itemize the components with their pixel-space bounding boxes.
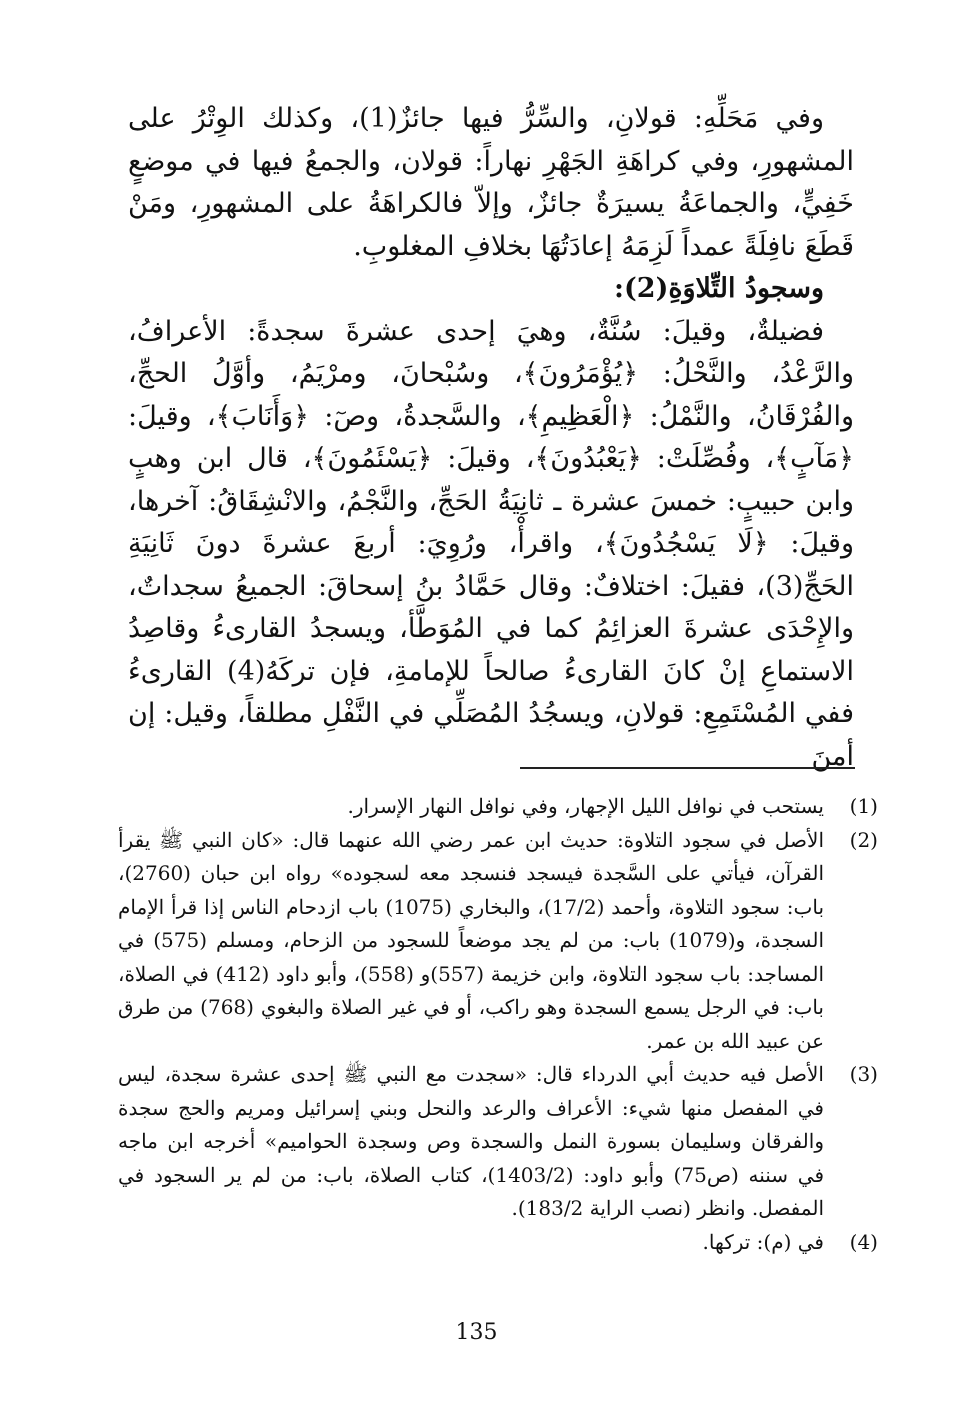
footnote-number: (2) bbox=[849, 827, 878, 852]
footnote-text: الأصل فيه حديث أبي الدرداء قال: «سجدت مع النبي ﷺ إحدى عشرة سجدة، ليس في المفصل منها شيء: الأعراف والرعد والنحل وبني إسرائيل ومريم والحج سجدة والفرقان وسليمان بسورة النمل والسجدة وص وسجدة الحواميم» أخرجه ابن ماجه في سننه (ص75) وأبو داود: (1403/2)، كتاب الصلاة، باب: من لم ير السجود في المفصل. وانظر (نصب الراية 183/2). bbox=[118, 1062, 825, 1220]
main-paragraph-2: فضيلةٌ، وقيلَ: سُنَّةٌ، وهيَ إحدى عشرةَ سجدةً: الأعرافُ، والرَّعْدُ، والنَّحْلُ: ﴿يُؤْمَرُونَ﴾، وسُبْحانَ، ومرْيَمُ، وأوَّلُ الحجِّ، والفُرْقَانُ، والنَّمْلُ: ﴿الْعَظِيمِ﴾، والسَّجدةُ، وصٓ: ﴿وَأَنَابَ﴾، وقيلَ: ﴿مَآبٍ﴾، وفُصِّلَتْ: ﴿يَعْبُدُونَ﴾، وقيلَ: ﴿يَسْئَمُونَ﴾، قال ابن وهبٍ وابن حبيبٍ: خمسَ عشرة ـ ثانِيَةُ الحَجِّ، والنَّجْمُ، والانْشِقَاقُ: آخرها، وقيلَ: ﴿لَا يَسْجُدُونَ﴾، واقرأْ، ورُوِيَ: أربعَ عشرةَ دونَ ثَانِيَةِ الحَجِّ(3)، فقيلَ: اختلافٌ: وقال حَمَّادُ بنُ إسحاقَ: الجميعُ سجداتٌ، والإِحْدَى عشرةَ العزائِمُ كما في المُوَطَّأ، ويسجدُ القارىءُ وقاصِدُ الاستماعِ إنْ كانَ القارىءُ صالحاً للإمامةِ، فإن تركَهُ(4) القارىءُ ففي المُسْتَمِعِ: قولانِ، ويسجُدُ المُصَلِّي في النَّفْلِ مطلقاً، وقيل: إن أمنَ bbox=[128, 315, 854, 772]
page-number: 135 bbox=[455, 1320, 498, 1345]
footnotes bbox=[118, 790, 878, 1259]
footnote-divider bbox=[520, 767, 855, 769]
footnote-number: (3) bbox=[849, 1062, 878, 1086]
footnote-1 bbox=[118, 790, 878, 824]
main-text-block bbox=[128, 98, 854, 778]
main-paragraph-1: وفي مَحَلِّهِ: قولانِ، والسِّرُّ فيها جائزٌ(1)، وكذلك الوِتْرُ على المشهورِ، وفي كراهَةِ الجَهْرِ نهاراً: قولان، والجمعُ فيها في موضعٍ خَفِيٍّ، والجماعَةُ يسيرَةٌ جائزٌ، وإلاّ فالكراهَةُ على المشهورِ، ومَنْ قَطَعَ نافِلَةً عمداً لَزِمَهُ إعادَتُهَا بخلافِ المغلوبِ. bbox=[128, 103, 854, 262]
footnote-text: يستحب في نوافل الليل الإجهار، وفي نوافل النهار الإسرار. bbox=[347, 794, 824, 818]
footnote-2 bbox=[118, 824, 878, 1059]
footnote-number: (1) bbox=[849, 794, 878, 818]
footnote-text: في (م): تركها. bbox=[702, 1229, 824, 1254]
footnote-4 bbox=[118, 1226, 878, 1260]
section-heading: وسجودُ التِّلاوَةِ(2): bbox=[614, 273, 824, 304]
footnote-number: (4) bbox=[849, 1229, 878, 1254]
footnote-text: الأصل في سجود التلاوة: حديث ابن عمر رضي الله عنهما قال: «كان النبي ﷺ يقرأ القرآن، فيأتي على السَّجدة فيسجد فنسجد معه لسجوده» رواه ابن حبان (2760)، باب: سجود التلاوة، وأحمد (17/2)، والبخاري (1075) باب ازدحام الناس إذا قرأ الإمام السجدة، و(1079) باب: من لم يجد موضعاً للسجود من الزحام، ومسلم (575) في المساجد: باب سجود التلاوة، وابن خزيمة (557)و (558)، وأبو داود (412) في الصلاة، باب: في الرجل يسمع السجدة وهو راكب، أو في غير الصلاة والبغوي (768) من طرق عن عبيد الله بن عمر. bbox=[118, 827, 825, 1053]
footnote-3 bbox=[118, 1058, 878, 1226]
